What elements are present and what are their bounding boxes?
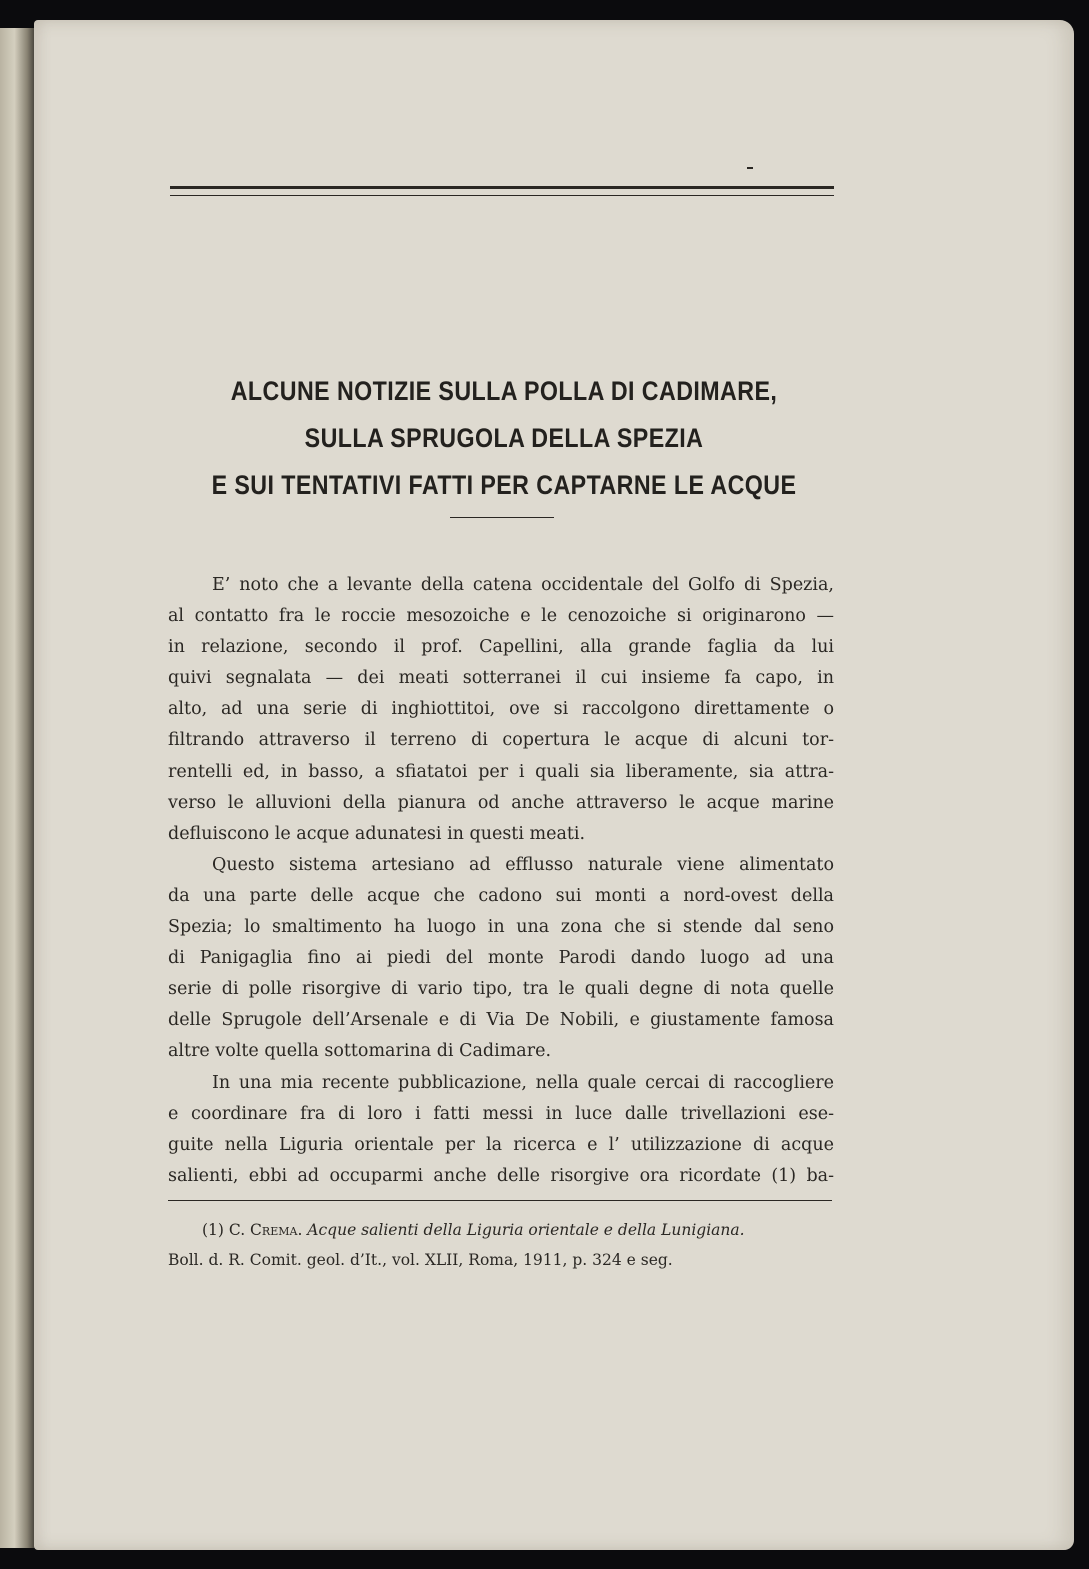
- text-line: Spezia; lo smaltimento ha luogo in una zona che si stende dal seno: [168, 917, 834, 938]
- text-line: salienti, ebbi ad occuparmi anche delle risorgive ora ricordate (1) ba-: [168, 1165, 834, 1186]
- footnote: [168, 1215, 834, 1275]
- header-rule-thick: [170, 186, 834, 189]
- text-line: E’ noto che a levante della catena occidentale del Golfo di Spezia,: [212, 575, 834, 595]
- text-line: guite nella Liguria orientale per la ricerca e l’ utilizzazione di acque: [168, 1134, 834, 1155]
- text-line: alto, ad una serie di inghiottitoi, ove si raccolgono direttamente o: [168, 699, 834, 720]
- text-line: altre volte quella sottomarina di Cadimare.: [168, 1041, 552, 1062]
- text-line: e coordinare fra di loro i fatti messi in luce dalle trivellazioni ese-: [168, 1103, 834, 1124]
- paragraph-1: [168, 570, 834, 850]
- footnote-prefix: (1) C.: [202, 1221, 251, 1239]
- article-title: [186, 368, 822, 509]
- footnote-author: Crema: [250, 1221, 298, 1239]
- title-line: ALCUNE NOTIZIE SULLA POLLA DI CADIMARE,: [230, 376, 778, 406]
- print-mark: [747, 167, 753, 169]
- text-line: da una parte delle acque che cadono sui monti a nord-ovest della: [168, 885, 834, 906]
- text-line: di Panigaglia fino ai piedi del monte Parodi dando luogo ad una: [168, 948, 834, 969]
- text-line: Questo sistema artesiano ad efflusso naturale viene alimentato: [212, 854, 834, 875]
- footnote-separator: .: [297, 1221, 308, 1239]
- footnote-rule: [168, 1200, 832, 1201]
- text-line: al contatto fra le roccie mesozoiche e le cenozoiche si originarono —: [168, 606, 834, 627]
- text-line: rentelli ed, in basso, a sfiatatoi per i quali sia liberamente, sia attra-: [168, 761, 834, 782]
- text-line: quivi segnalata — dei meati sotterranei il cui insieme fa capo, in: [168, 668, 834, 689]
- footnote-line-2: Boll. d. R. Comit. geol. d’It., vol. XLII, Roma, 1911, p. 324 e seg.: [168, 1251, 673, 1269]
- footnote-line-1: [168, 1215, 834, 1245]
- text-line: in relazione, secondo il prof. Capellini, alla grande faglia da lui: [168, 637, 834, 658]
- document-page: [34, 20, 1074, 1550]
- book-spine: [0, 28, 36, 1548]
- paragraph-3: [168, 1068, 834, 1192]
- text-line: serie di polle risorgive di vario tipo, tra le quali degne di nota quelle: [168, 979, 834, 1000]
- title-separator: [450, 517, 554, 518]
- paragraph-2: [168, 850, 834, 1068]
- title-line: E SUI TENTATIVI FATTI PER CAPTARNE LE ACQUE: [211, 470, 797, 500]
- footnote-title: Acque salienti della Liguria orientale e della Lunigiana.: [307, 1221, 745, 1239]
- text-line: In una mia recente pubblicazione, nella quale cercai di raccogliere: [212, 1072, 834, 1093]
- title-line: SULLA SPRUGOLA DELLA SPEZIA: [304, 423, 704, 453]
- text-line: delle Sprugole dell’Arsenale e di Via De Nobili, e giustamente famosa: [168, 1010, 834, 1031]
- text-line: verso le alluvioni della pianura od anche attraverso le acque marine: [168, 792, 834, 813]
- text-line: defluiscono le acque adunatesi in questi meati.: [168, 823, 586, 844]
- body-text: [168, 570, 834, 1192]
- text-line: filtrando attraverso il terreno di copertura le acque di alcuni tor-: [168, 730, 834, 751]
- header-rule-thin: [170, 195, 834, 196]
